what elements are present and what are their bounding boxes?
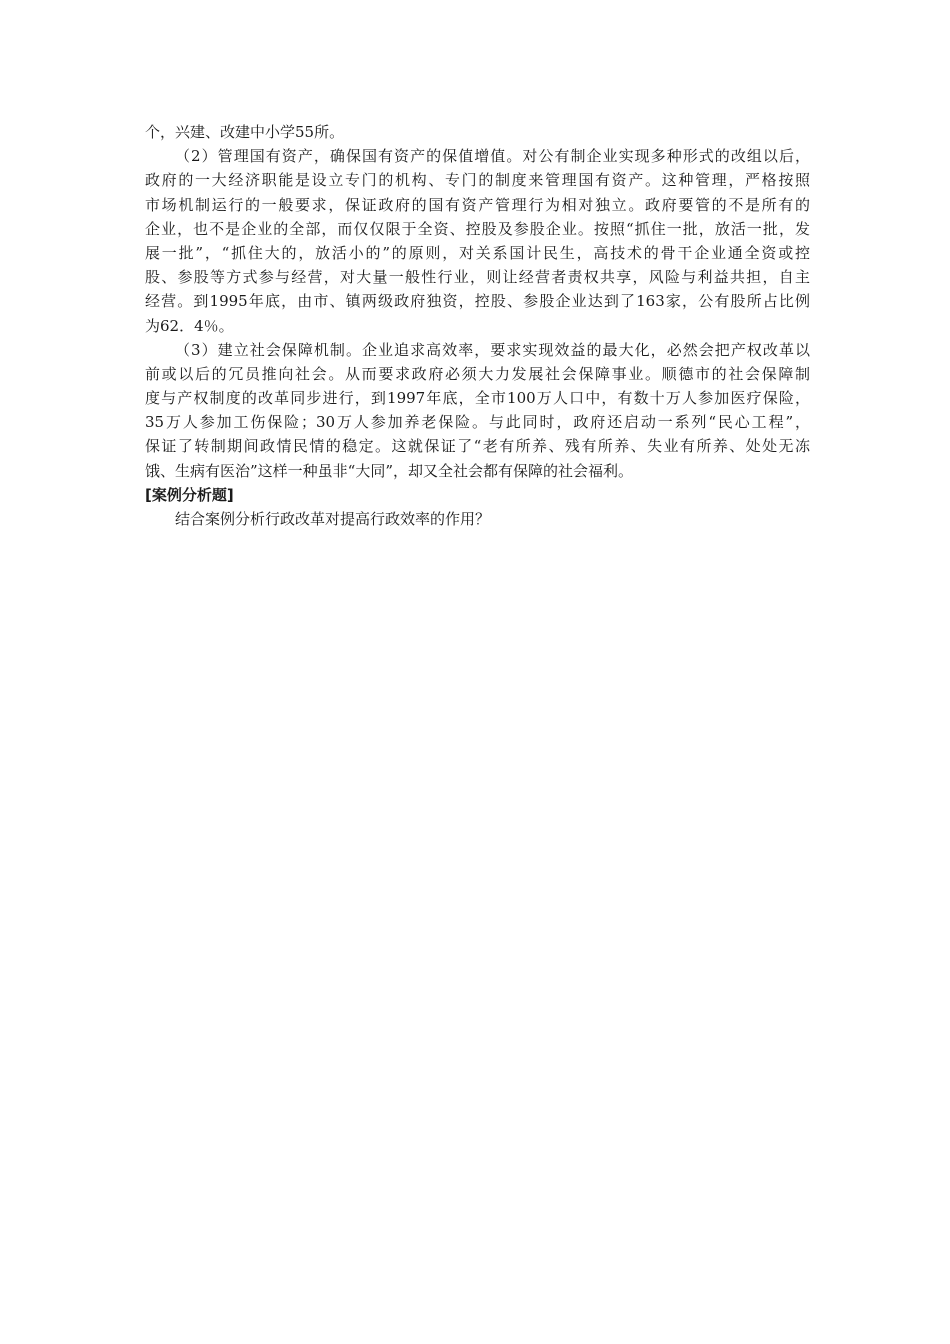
paragraph-social-security (145, 338, 810, 483)
text-line: 展一批”，“抓住大的，放活小的”的原则，对关系国计民生，高技术的骨干企业通全资或控 (145, 243, 810, 262)
section-heading: [案例分析题] (145, 485, 234, 504)
case-question: 结合案例分析行政改革对提高行政效率的作用？ (175, 510, 491, 528)
text-line: （3）建立社会保障机制。企业追求高效率，要求实现效益的最大化，必然会把产权改革以 (175, 340, 810, 359)
text-line: 企业，也不是企业的全部，而仅仅限于全资、控股及参股企业。按照“抓住一批，放活一批，发 (145, 219, 810, 238)
paragraph-0 (145, 120, 810, 144)
text-line: 经营。到1995年底，由市、镇两级政府独资，控股、参股企业达到了163家，公有股所占比例 (145, 292, 810, 311)
document-body (145, 120, 810, 531)
text-line: 度与产权制度的改革同步进行，到1997年底，全市100万人口中，有数十万人参加医疗保险， (145, 389, 810, 408)
text-line: 前或以后的冗员推向社会。从而要求政府必须大力发展社会保障事业。顺德市的社会保障制 (145, 364, 810, 383)
text-line: 个，兴建、改建中小学55所。 (145, 123, 345, 141)
text-line: 35万人参加工伤保险；30万人参加养老保险。与此同时，政府还启动一系列“民心工程”， (145, 413, 810, 432)
text-line: 保证了转制期间政情民情的稳定。这就保证了“老有所养、残有所养、失业有所养、处处无冻 (145, 437, 810, 456)
text-line: 饿、生病有医治”这样一种虽非“大同”，却又全社会都有保障的社会福利。 (145, 461, 634, 480)
text-line: （2）管理国有资产，确保国有资产的保值增值。对公有制企业实现多种形式的改组以后， (175, 147, 810, 166)
text-line: 市场机制运行的一般要求，保证政府的国有资产管理行为相对独立。政府要管的不是所有的 (145, 195, 810, 214)
text-line: 为62．4％。 (145, 316, 234, 335)
text-line: 政府的一大经济职能是设立专门的机构、专门的制度来管理国有资产。这种管理，严格按照 (145, 171, 810, 190)
paragraph-asset-management (145, 144, 810, 338)
text-line: 股、参股等方式参与经营，对大量一般性行业，则让经营者责权共享，风险与利益共担，自主 (145, 268, 810, 287)
